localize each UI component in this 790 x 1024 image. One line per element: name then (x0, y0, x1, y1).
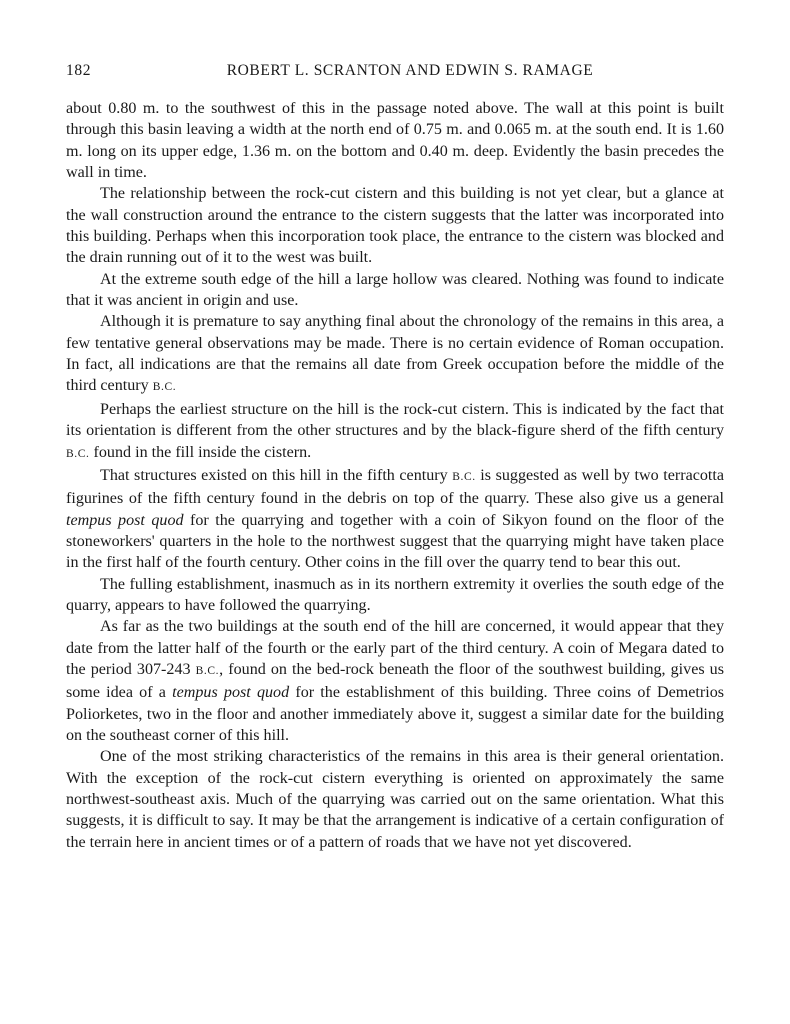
era-abbreviation: B.C. (152, 381, 177, 394)
paragraph-6-text-b: is suggested as well by two terracotta figurines of the fifth century found in the debris on top of the quarry. These also give us a general (66, 466, 724, 508)
body-text (66, 98, 724, 853)
paragraph-6 (66, 465, 724, 574)
paragraph-3: At the extreme south edge of the hill a large hollow was cleared. Nothing was found to indicate that it was ancient in origin and use. (66, 270, 724, 310)
latin-term: tempus post quod (172, 684, 290, 702)
paragraph-1: about 0.80 m. to the southwest of this in the passage noted above. The wall at this point is built through this basin leaving a width at the north end of 0.75 m. and 0.065 m. at the south end. It is 1.60 m. long on its upper edge, 1.36 m. on the bottom and 0.40 m. deep. Evidently the basin precedes the wall in time. (66, 100, 724, 182)
paragraph-2: The relationship between the rock-cut cistern and this building is not yet clear, but a glance at the wall construction around the entrance to the cistern suggests that the latter was incorporated into this building. Perhaps when this incorporation took place, the entrance to the cistern was blocked and the drain running out of it to the west was built. (66, 185, 724, 267)
paragraph-5-text-a: Perhaps the earliest structure on the hill is the rock-cut cistern. This is indicated by the fact that its orientation is different from the other structures and by the black-figure sherd of the fifth century (66, 400, 724, 440)
era-abbreviation: B.C. (452, 470, 476, 483)
page (66, 62, 724, 853)
paragraph-8-text-a: As far as the two buildings at the south end of the hill are concerned, it would appear that they date from the latter half of the fourth or the early part of the third century. A coin of Megara dated to the period 307-243 (66, 618, 724, 678)
paragraph-6-text-a: That structures existed on this hill in the fifth century (100, 466, 453, 484)
era-abbreviation: B.C. (195, 664, 220, 677)
paragraph-9: One of the most striking characteristics of the remains in this area is their general orientation. With the exception of the rock-cut cistern everything is oriented on approximately the same northwest-southeast axis. Much of the quarrying was carried out on the same orientation. What this suggests, it is difficult to say. It may be that the arrangement is indicative of a certain configuration of the terrain here in ancient times or of a pattern of roads that we have not yet discovered. (66, 748, 724, 851)
paragraph-8 (66, 616, 724, 746)
paragraph-6-text-c: for the quarrying and together with a coin of Sikyon found on the floor of the stoneworkers' quarters in the hole to the northwest suggest that the quarrying might have taken place in the first half of the fourth century. Other coins in the fill over the quarry tend to bear this out. (66, 511, 724, 572)
paragraph-7: The fulling establishment, inasmuch as in its northern extremity it overlies the south edge of the quarry, appears to have followed the quarrying. (66, 575, 724, 614)
running-head (66, 62, 724, 84)
paragraph-8-text-c: for the establishment of this building. Three coins of Demetrios Poliorketes, two in the floor and another immediately above it, suggest a similar date for the building on the southeast corner of this hill. (66, 684, 725, 744)
page-number: 182 (66, 62, 92, 79)
paragraph-4-text: Although it is premature to say anything final about the chronology of the remains in this area, a few tentative general observations may be made. There is no certain evidence of Roman occupation. In fact, all indications are that the remains all date from Greek occupation before the middle of the third century (66, 313, 724, 395)
paragraph-5 (66, 399, 724, 465)
paragraph-4 (66, 311, 724, 398)
running-title: ROBERT L. SCRANTON AND EDWIN S. RAMAGE (226, 62, 594, 79)
era-abbreviation: B.C. (66, 447, 90, 460)
latin-term: tempus post quod (66, 511, 184, 529)
paragraph-8-text-b: , found on the bed-rock beneath the floor of the southwest building, gives us some idea of a (66, 660, 724, 702)
paragraph-5-text-b: found in the fill inside the cistern. (89, 443, 312, 461)
